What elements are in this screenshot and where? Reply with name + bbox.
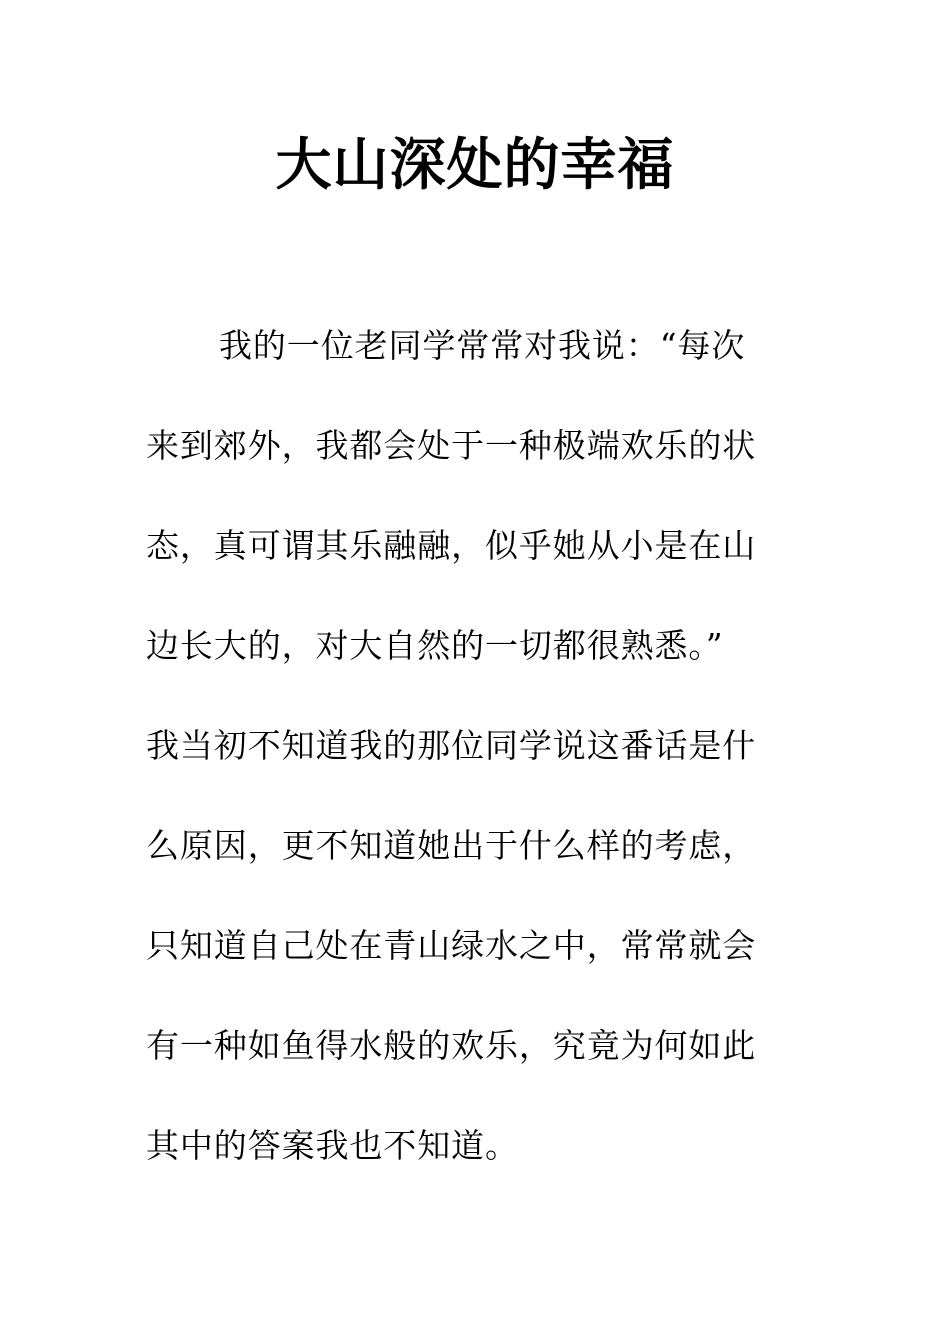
- text-line: 其中的答案我也不知道。: [146, 1126, 519, 1165]
- document-title: 大山深处的幸福: [275, 133, 675, 198]
- text-line: 我的一位老同学常常对我说：“每次: [219, 326, 746, 365]
- text-line: 么原因，更不知道她出于什么样的考虑，: [146, 826, 757, 865]
- document-body: [146, 296, 806, 1196]
- text-line: 只知道自己处在青山绿水之中，常常就会: [146, 926, 757, 965]
- text-line: 来到郊外，我都会处于一种极端欢乐的状: [146, 426, 757, 465]
- text-line: 边长大的，对大自然的一切都很熟悉。”: [146, 626, 724, 665]
- text-line: 我当初不知道我的那位同学说这番话是什: [146, 726, 757, 765]
- text-line: 有一种如鱼得水般的欢乐，究竟为何如此: [146, 1026, 757, 1065]
- text-line: 态，真可谓其乐融融，似乎她从小是在山: [146, 526, 757, 565]
